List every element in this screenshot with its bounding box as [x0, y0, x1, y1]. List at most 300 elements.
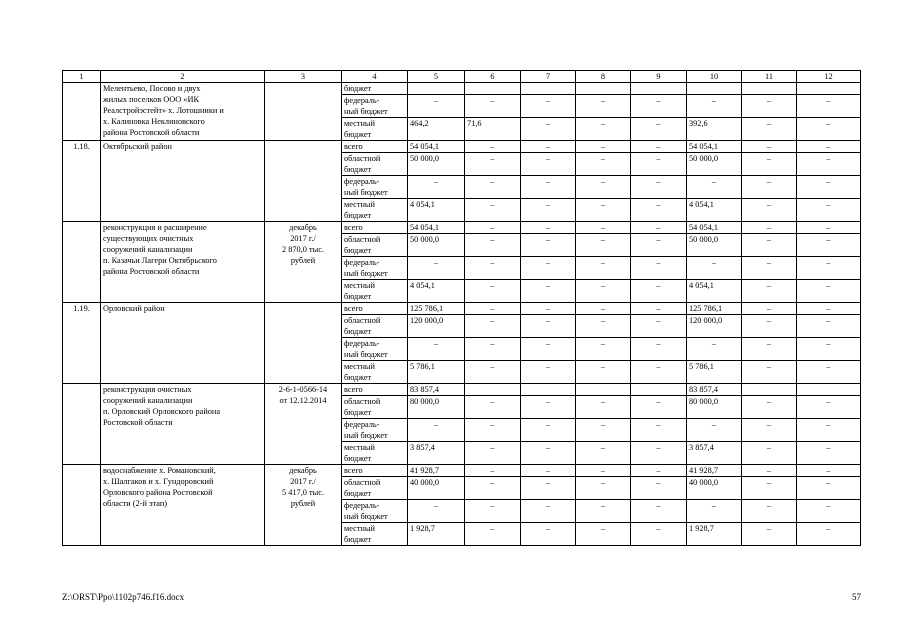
amount-cell: – — [631, 361, 687, 384]
funding-source-line: областной — [344, 235, 381, 244]
funding-source-line: бюджет — [344, 84, 372, 93]
amount-cell: – — [742, 153, 797, 176]
item-name — [101, 465, 265, 546]
funding-source-line: федераль- — [344, 177, 380, 186]
deadline-cost-line: от 12.12.2014 — [279, 396, 327, 405]
deadline-cost — [265, 303, 342, 384]
funding-source — [342, 153, 408, 176]
amount-cell: 4 054,1 — [408, 280, 465, 303]
amount-cell: 40 000,0 — [687, 477, 742, 500]
column-number: 1 — [63, 71, 101, 83]
table-body — [63, 71, 861, 546]
amount-cell: – — [742, 176, 797, 199]
table-row — [63, 465, 861, 477]
item-name-line: сооружений канализации — [103, 245, 193, 254]
amount-cell — [797, 384, 861, 396]
amount-cell — [576, 83, 631, 95]
amount-cell: – — [631, 199, 687, 222]
funding-source — [342, 83, 408, 95]
amount-cell: – — [521, 477, 576, 500]
amount-cell: 392,6 — [687, 118, 742, 141]
column-number: 10 — [687, 71, 742, 83]
item-name-line: области (2-й этап) — [103, 499, 168, 508]
amount-cell: – — [408, 95, 465, 118]
funding-source-line: местный — [344, 524, 375, 533]
amount-cell: – — [521, 95, 576, 118]
amount-cell: 80 000,0 — [408, 396, 465, 419]
column-number: 4 — [342, 71, 408, 83]
amount-cell: – — [631, 141, 687, 153]
amount-cell: – — [521, 222, 576, 234]
amount-cell: – — [742, 477, 797, 500]
amount-cell: – — [797, 234, 861, 257]
funding-source — [342, 95, 408, 118]
funding-source — [342, 465, 408, 477]
amount-cell: – — [465, 222, 521, 234]
funding-source — [342, 141, 408, 153]
amount-cell: – — [521, 315, 576, 338]
deadline-cost-line: декабрь — [289, 466, 317, 475]
amount-cell: – — [631, 153, 687, 176]
amount-cell: – — [521, 338, 576, 361]
amount-cell: – — [521, 465, 576, 477]
funding-source-line: бюджет — [344, 165, 372, 174]
table-row — [63, 384, 861, 396]
amount-cell: – — [576, 523, 631, 546]
item-number — [63, 384, 101, 465]
amount-cell: – — [465, 153, 521, 176]
amount-cell — [797, 83, 861, 95]
amount-cell: – — [742, 419, 797, 442]
amount-cell: – — [576, 280, 631, 303]
amount-cell — [742, 83, 797, 95]
amount-cell: – — [631, 315, 687, 338]
funding-source-line: ный бюджет — [344, 512, 388, 521]
amount-cell: – — [521, 234, 576, 257]
amount-cell: 54 054,1 — [408, 222, 465, 234]
amount-cell: – — [742, 199, 797, 222]
funding-source — [342, 361, 408, 384]
column-number: 12 — [797, 71, 861, 83]
amount-cell: – — [408, 338, 465, 361]
funding-source-line: областной — [344, 154, 381, 163]
amount-cell: – — [631, 280, 687, 303]
amount-cell: 41 928,7 — [408, 465, 465, 477]
column-number: 2 — [101, 71, 265, 83]
funding-source-line: местный — [344, 281, 375, 290]
column-number-row — [63, 71, 861, 83]
amount-cell: – — [797, 396, 861, 419]
funding-source-line: областной — [344, 397, 381, 406]
amount-cell: – — [797, 361, 861, 384]
amount-cell: – — [742, 95, 797, 118]
amount-cell: 4 054,1 — [687, 280, 742, 303]
funding-source-line: ный бюджет — [344, 350, 388, 359]
amount-cell: – — [687, 338, 742, 361]
amount-cell: – — [576, 141, 631, 153]
funding-source-line: ный бюджет — [344, 431, 388, 440]
amount-cell: – — [687, 176, 742, 199]
item-name — [101, 141, 265, 222]
amount-cell: – — [576, 199, 631, 222]
item-number: 1.18. — [63, 141, 101, 222]
funding-source-line: федераль- — [344, 501, 380, 510]
deadline-cost-line: 2017 г./ — [290, 234, 316, 243]
funding-source — [342, 338, 408, 361]
funding-source-line: бюджет — [344, 246, 372, 255]
amount-cell: – — [521, 176, 576, 199]
deadline-cost-line: рублей — [290, 256, 316, 265]
deadline-cost — [265, 384, 342, 465]
item-name-line: реконструкция очистных — [103, 385, 192, 394]
amount-cell: 4 054,1 — [687, 199, 742, 222]
table-row — [63, 303, 861, 315]
amount-cell: – — [576, 95, 631, 118]
amount-cell — [465, 384, 521, 396]
amount-cell: – — [631, 419, 687, 442]
amount-cell: – — [465, 315, 521, 338]
amount-cell: – — [797, 477, 861, 500]
funding-source — [342, 419, 408, 442]
item-name-line: сооружений канализации — [103, 396, 193, 405]
item-name-line: п. Орловский Орловского района — [103, 407, 221, 416]
amount-cell: – — [465, 419, 521, 442]
funding-source — [342, 118, 408, 141]
amount-cell: – — [576, 419, 631, 442]
column-number: 7 — [521, 71, 576, 83]
amount-cell: – — [742, 442, 797, 465]
amount-cell: – — [742, 118, 797, 141]
amount-cell: 3 857,4 — [408, 442, 465, 465]
amount-cell: 120 000,0 — [687, 315, 742, 338]
page-number: 57 — [852, 592, 861, 602]
amount-cell — [631, 83, 687, 95]
amount-cell: – — [631, 523, 687, 546]
amount-cell: – — [465, 442, 521, 465]
item-name-line: существующих очистных — [103, 234, 194, 243]
amount-cell: – — [742, 396, 797, 419]
amount-cell: – — [797, 442, 861, 465]
amount-cell: – — [797, 95, 861, 118]
amount-cell: – — [797, 176, 861, 199]
amount-cell: – — [631, 338, 687, 361]
funding-source-line: всего — [344, 466, 363, 475]
item-name-line: района Ростовской области — [103, 267, 200, 276]
amount-cell: – — [521, 523, 576, 546]
amount-cell: – — [742, 465, 797, 477]
deadline-cost — [265, 83, 342, 141]
item-number — [63, 222, 101, 303]
column-number: 6 — [465, 71, 521, 83]
amount-cell — [631, 384, 687, 396]
funding-source-line: всего — [344, 385, 363, 394]
amount-cell: – — [797, 465, 861, 477]
amount-cell: – — [576, 500, 631, 523]
amount-cell: – — [521, 419, 576, 442]
amount-cell: – — [465, 303, 521, 315]
amount-cell: – — [742, 222, 797, 234]
amount-cell: – — [631, 303, 687, 315]
amount-cell: – — [797, 303, 861, 315]
table-row — [63, 222, 861, 234]
item-name-line: Орловский район — [103, 304, 165, 313]
item-name-line: Октябрьский район — [103, 142, 172, 151]
amount-cell: – — [797, 141, 861, 153]
amount-cell: 83 857,4 — [408, 384, 465, 396]
funding-source — [342, 315, 408, 338]
amount-cell: 41 928,7 — [687, 465, 742, 477]
amount-cell: – — [797, 338, 861, 361]
amount-cell: – — [742, 280, 797, 303]
amount-cell: – — [576, 477, 631, 500]
funding-source-line: бюджет — [344, 489, 372, 498]
funding-source — [342, 222, 408, 234]
funding-source-line: местный — [344, 200, 375, 209]
funding-source-line: областной — [344, 316, 381, 325]
amount-cell: – — [631, 95, 687, 118]
amount-cell: – — [521, 199, 576, 222]
amount-cell: – — [797, 280, 861, 303]
table-row — [63, 83, 861, 95]
amount-cell: – — [631, 257, 687, 280]
budget-table — [62, 70, 861, 546]
item-name — [101, 83, 265, 141]
item-name — [101, 222, 265, 303]
amount-cell: – — [742, 303, 797, 315]
deadline-cost-line: 2-6-1-0566-14 — [278, 385, 328, 394]
item-name-line: х. Калиновка Неклиновского — [103, 117, 205, 126]
column-number: 3 — [265, 71, 342, 83]
amount-cell: 125 786,1 — [408, 303, 465, 315]
funding-source-line: бюджет — [344, 454, 372, 463]
funding-source-line: федераль- — [344, 420, 380, 429]
funding-source-line: бюджет — [344, 408, 372, 417]
funding-source-line: бюджет — [344, 292, 372, 301]
amount-cell: 40 000,0 — [408, 477, 465, 500]
item-name-line: жилых поселков ООО «ИК — [103, 95, 199, 104]
amount-cell: – — [797, 153, 861, 176]
amount-cell: – — [742, 500, 797, 523]
amount-cell: 5 786,1 — [408, 361, 465, 384]
amount-cell: – — [521, 361, 576, 384]
amount-cell: 5 786,1 — [687, 361, 742, 384]
amount-cell: – — [797, 257, 861, 280]
amount-cell: – — [631, 500, 687, 523]
funding-source-line: местный — [344, 362, 375, 371]
funding-source-line: всего — [344, 142, 363, 151]
amount-cell — [576, 384, 631, 396]
funding-source-line: местный — [344, 119, 375, 128]
amount-cell: – — [465, 465, 521, 477]
deadline-cost-line: 2017 г./ — [290, 477, 316, 486]
amount-cell: 50 000,0 — [408, 234, 465, 257]
funding-source — [342, 303, 408, 315]
amount-cell: – — [576, 222, 631, 234]
amount-cell: – — [465, 361, 521, 384]
funding-source — [342, 384, 408, 396]
amount-cell: – — [797, 118, 861, 141]
amount-cell: – — [797, 315, 861, 338]
funding-source-line: бюджет — [344, 535, 372, 544]
column-number: 5 — [408, 71, 465, 83]
amount-cell: – — [797, 419, 861, 442]
funding-source-line: ный бюджет — [344, 188, 388, 197]
amount-cell: 50 000,0 — [687, 234, 742, 257]
amount-cell: – — [465, 396, 521, 419]
funding-source-line: федераль- — [344, 96, 380, 105]
funding-source-line: федераль- — [344, 258, 380, 267]
deadline-cost — [265, 141, 342, 222]
amount-cell: – — [465, 477, 521, 500]
amount-cell: 1 928,7 — [408, 523, 465, 546]
item-name-line: Реалстройэстейт» х. Лотошники и — [103, 106, 224, 115]
amount-cell: – — [408, 419, 465, 442]
amount-cell: – — [742, 523, 797, 546]
amount-cell: – — [465, 199, 521, 222]
amount-cell: – — [521, 118, 576, 141]
amount-cell: – — [687, 419, 742, 442]
item-name-line: района Ростовской области — [103, 128, 200, 137]
funding-source-line: областной — [344, 478, 381, 487]
amount-cell: – — [465, 280, 521, 303]
amount-cell: – — [631, 176, 687, 199]
amount-cell: – — [631, 477, 687, 500]
deadline-cost-line: декабрь — [289, 223, 317, 232]
amount-cell — [408, 83, 465, 95]
item-number — [63, 465, 101, 546]
amount-cell: 54 054,1 — [687, 141, 742, 153]
amount-cell: 120 000,0 — [408, 315, 465, 338]
amount-cell: – — [742, 361, 797, 384]
file-path-footer: Z:\ORST\Ppo\1102p746.f16.docx — [62, 592, 185, 602]
amount-cell: – — [521, 500, 576, 523]
funding-source — [342, 257, 408, 280]
amount-cell: – — [576, 396, 631, 419]
amount-cell: – — [631, 222, 687, 234]
deadline-cost — [265, 222, 342, 303]
amount-cell: – — [521, 442, 576, 465]
funding-source-line: ный бюджет — [344, 107, 388, 116]
funding-source-line: федераль- — [344, 339, 380, 348]
funding-source-line: ный бюджет — [344, 269, 388, 278]
funding-source — [342, 234, 408, 257]
funding-source — [342, 396, 408, 419]
column-number: 9 — [631, 71, 687, 83]
amount-cell: – — [465, 338, 521, 361]
amount-cell: – — [576, 361, 631, 384]
amount-cell: – — [687, 95, 742, 118]
deadline-cost-line: рублей — [290, 499, 316, 508]
amount-cell: – — [465, 257, 521, 280]
amount-cell: – — [521, 153, 576, 176]
amount-cell: 83 857,4 — [687, 384, 742, 396]
amount-cell: – — [465, 176, 521, 199]
amount-cell: – — [631, 465, 687, 477]
funding-source — [342, 199, 408, 222]
amount-cell: 54 054,1 — [687, 222, 742, 234]
funding-source — [342, 500, 408, 523]
amount-cell: – — [797, 199, 861, 222]
amount-cell: – — [576, 257, 631, 280]
amount-cell: 1 928,7 — [687, 523, 742, 546]
amount-cell: – — [797, 222, 861, 234]
amount-cell: – — [576, 303, 631, 315]
item-name-line: Орловского района Ростовской — [103, 488, 213, 497]
amount-cell: – — [576, 465, 631, 477]
amount-cell: 464,2 — [408, 118, 465, 141]
amount-cell: – — [631, 442, 687, 465]
amount-cell — [687, 83, 742, 95]
item-name — [101, 303, 265, 384]
funding-source — [342, 176, 408, 199]
funding-source-line: бюджет — [344, 130, 372, 139]
funding-source-line: бюджет — [344, 373, 372, 382]
amount-cell: – — [576, 118, 631, 141]
amount-cell: – — [742, 338, 797, 361]
item-name-line: водоснабжение х. Романовский, — [103, 466, 216, 475]
amount-cell: – — [521, 396, 576, 419]
column-number: 11 — [742, 71, 797, 83]
funding-source — [342, 523, 408, 546]
item-number: 1.19. — [63, 303, 101, 384]
item-name-line: п. Казачьи Лагери Октябрьского — [103, 256, 217, 265]
item-name-line: Мелентьево, Посово и двух — [103, 84, 201, 93]
amount-cell: – — [465, 234, 521, 257]
amount-cell: – — [576, 176, 631, 199]
item-number — [63, 83, 101, 141]
amount-cell: – — [576, 234, 631, 257]
amount-cell — [742, 384, 797, 396]
deadline-cost — [265, 465, 342, 546]
amount-cell — [465, 83, 521, 95]
amount-cell: – — [631, 396, 687, 419]
deadline-cost-line: 5 417,0 тыс. — [282, 488, 324, 497]
item-name-line: Ростовской области — [103, 418, 173, 427]
funding-source-line: бюджет — [344, 327, 372, 336]
item-name-line: реконструкция и расширение — [103, 223, 207, 232]
amount-cell: – — [576, 338, 631, 361]
amount-cell: – — [687, 500, 742, 523]
item-name-line: х. Шалгаков и х. Гундоровский — [103, 477, 214, 486]
amount-cell: – — [465, 500, 521, 523]
amount-cell: – — [742, 257, 797, 280]
funding-source-line: местный — [344, 443, 375, 452]
amount-cell: – — [521, 280, 576, 303]
amount-cell: – — [521, 257, 576, 280]
item-name — [101, 384, 265, 465]
amount-cell: – — [408, 257, 465, 280]
funding-source — [342, 442, 408, 465]
amount-cell: – — [631, 118, 687, 141]
amount-cell — [521, 83, 576, 95]
amount-cell: 54 054,1 — [408, 141, 465, 153]
amount-cell: – — [797, 523, 861, 546]
amount-cell: – — [631, 234, 687, 257]
amount-cell: 125 786,1 — [687, 303, 742, 315]
amount-cell: 50 000,0 — [408, 153, 465, 176]
funding-source — [342, 477, 408, 500]
amount-cell: – — [465, 523, 521, 546]
amount-cell: – — [576, 442, 631, 465]
amount-cell: 80 000,0 — [687, 396, 742, 419]
table-row — [63, 141, 861, 153]
funding-source-line: бюджет — [344, 211, 372, 220]
amount-cell: – — [742, 234, 797, 257]
amount-cell: – — [687, 257, 742, 280]
amount-cell: – — [408, 176, 465, 199]
deadline-cost-line: 2 870,0 тыс. — [282, 245, 324, 254]
amount-cell: – — [408, 500, 465, 523]
